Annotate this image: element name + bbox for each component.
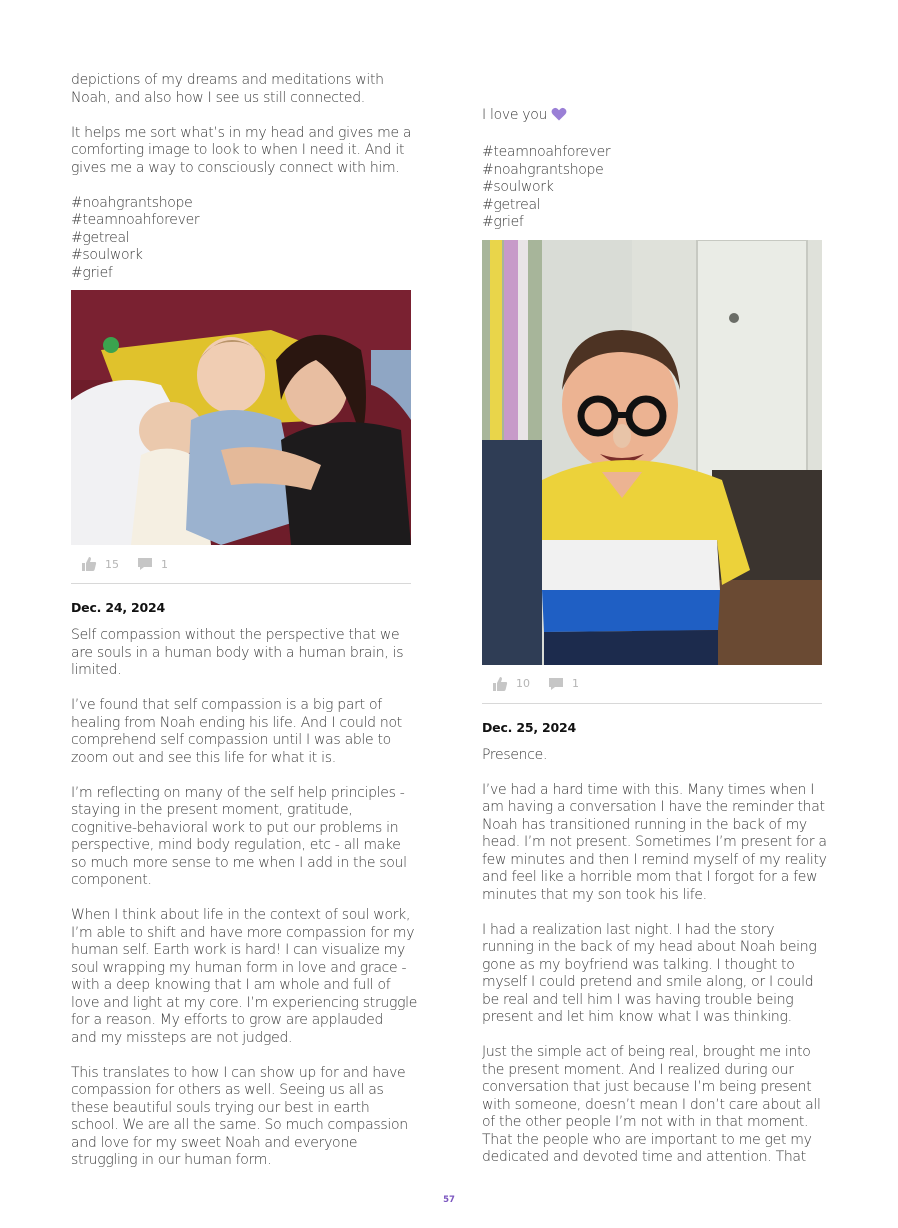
left-column <box>71 72 418 1170</box>
like-count: 10 <box>516 677 530 690</box>
text-line: dedicated and devoted time and attention. That <box>482 1149 806 1165</box>
comment-count: 1 <box>161 557 168 571</box>
hashtag[interactable]: #teamnoahforever <box>482 144 611 160</box>
text-line: and feel like a horrible mom that I forgot for a few <box>482 869 818 885</box>
text-line: struggling in our human form. <box>71 1152 272 1168</box>
hashtag[interactable]: #soulwork <box>482 179 554 195</box>
like-count: 15 <box>105 557 119 571</box>
text-line: head. I’m not present. Sometimes I’m present for a <box>482 834 827 850</box>
text-line: compassion for others as well. Seeing us all as <box>71 1082 384 1098</box>
boy-photo-image <box>482 240 822 665</box>
text-line: This translates to how I can show up for and have <box>71 1064 406 1081</box>
text-line: soul wrapping my human form in love and grace - <box>71 959 407 976</box>
text-line: I’ve found that self compassion is a big part of <box>71 697 382 713</box>
comment-icon[interactable] <box>137 556 153 572</box>
right-intro-text <box>482 107 822 232</box>
hashtag[interactable]: #getreal <box>71 229 130 246</box>
text-line: conversation that just because I’m being present <box>482 1079 812 1095</box>
love-line <box>482 107 822 127</box>
text-line: staying in the present moment, gratitude, <box>71 802 353 818</box>
text-line: human self. Earth work is hard! I can visualize my <box>71 942 405 958</box>
text-line: I’m able to shift and have more compassion for my <box>71 924 415 941</box>
text-line: I had a realization last night. I had the story <box>482 921 775 938</box>
text-line: depictions of my dreams and meditations with <box>71 72 384 88</box>
comment-count: 1 <box>572 677 579 690</box>
text-line: the present moment. And I realized during our <box>482 1061 794 1078</box>
text-line: few minutes and then I remind myself of my reality <box>482 851 827 868</box>
text-line: these beautiful souls trying our best in earth <box>71 1099 370 1116</box>
text-line: I’m reflecting on many of the self help principles - <box>71 784 405 801</box>
text-line: and love for my sweet Noah and everyone <box>71 1134 358 1151</box>
text-line: so much more sense to me when I add in the soul <box>71 854 407 871</box>
thumbs-up-icon[interactable] <box>81 556 97 572</box>
hashtag[interactable]: #grief <box>71 264 113 281</box>
family-photo[interactable] <box>71 290 411 545</box>
left-post-body <box>71 627 418 1170</box>
text-line: When I think about life in the context of soul work, <box>71 907 411 923</box>
text-line: Presence. <box>482 746 548 763</box>
text-line: It helps me sort what’s in my head and gives me a <box>71 124 412 141</box>
text-line: I’ve had a hard time with this. Many times when I <box>482 781 815 798</box>
hashtag[interactable]: #getreal <box>482 196 541 213</box>
hashtag[interactable]: #noahgrantshope <box>71 194 193 211</box>
right-post-stats <box>482 665 822 704</box>
text-line: cognitive-behavioral work to put our problems in <box>71 819 399 836</box>
left-post-stats <box>71 545 411 584</box>
text-line: running in the back of my head about Noah being <box>482 939 817 955</box>
text-line: comforting image to look to when I need it. And it <box>71 142 405 158</box>
text-line: comprehend self compassion until I was able to <box>71 732 391 748</box>
post-date: Dec. 24, 2024 <box>71 600 166 615</box>
text-line: present and let him know what I was thinking. <box>482 1009 792 1025</box>
hashtag[interactable]: #teamnoahforever <box>71 212 200 228</box>
text-line: are souls in a human body with a human brain, is <box>71 644 404 661</box>
text-line: for a reason. My efforts to grow are applauded <box>71 1012 384 1028</box>
text-line: Noah has transitioned running in the back of my <box>482 816 807 833</box>
text-line: with a deep knowing that I am whole and full of <box>71 977 391 993</box>
text-line: gone as my boyfriend was talking. I thought to <box>482 956 795 973</box>
hashtag[interactable]: #grief <box>482 214 524 230</box>
text-line: Self compassion without the perspective that we <box>71 627 400 643</box>
text-line: love and light at my core. I’m experiencing struggle <box>71 994 418 1011</box>
text-line: component. <box>71 872 152 888</box>
text-line: That the people who are important to me get my <box>482 1131 812 1148</box>
family-photo-image <box>71 290 411 545</box>
text-line: be real and tell him I was having trouble being <box>482 991 794 1008</box>
right-post-body <box>482 746 827 1167</box>
text-line: minutes that my son took his life. <box>482 886 707 903</box>
text-line: gives me a way to consciously connect with him. <box>71 159 400 176</box>
text-line: healing from Noah ending his life. And I could not <box>71 714 402 731</box>
purple-heart-icon <box>551 107 567 127</box>
page-number: 57 <box>443 1195 455 1205</box>
thumbs-up-icon[interactable] <box>492 676 508 692</box>
post-date: Dec. 25, 2024 <box>482 719 577 735</box>
text-line: Noah, and also how I see us still connected. <box>71 89 365 106</box>
text-line: Just the simple act of being real, brought me into <box>482 1044 811 1060</box>
right-column <box>482 107 827 1167</box>
left-intro-text <box>71 72 411 282</box>
hashtag[interactable]: #soulwork <box>71 247 143 263</box>
love-text: I love you <box>482 107 548 123</box>
text-line: myself I could pretend and smile along, or I could <box>482 974 814 990</box>
hashtag[interactable]: #noahgrantshope <box>482 161 604 178</box>
text-line: of the other people I’m not with in that moment. <box>482 1114 809 1130</box>
text-line: and my missteps are not judged. <box>71 1029 293 1046</box>
text-line: limited. <box>71 662 122 678</box>
comment-icon[interactable] <box>548 676 564 692</box>
text-line: school. We are all the same. So much compassion <box>71 1117 408 1133</box>
text-line: with someone, doesn’t mean I don’t care about all <box>482 1096 821 1113</box>
text-line: zoom out and see this life for what it is. <box>71 749 336 766</box>
text-line: am having a conversation I have the reminder that <box>482 799 825 815</box>
text-line: perspective, mind body regulation, etc - all make <box>71 837 401 853</box>
boy-photo[interactable] <box>482 240 822 665</box>
